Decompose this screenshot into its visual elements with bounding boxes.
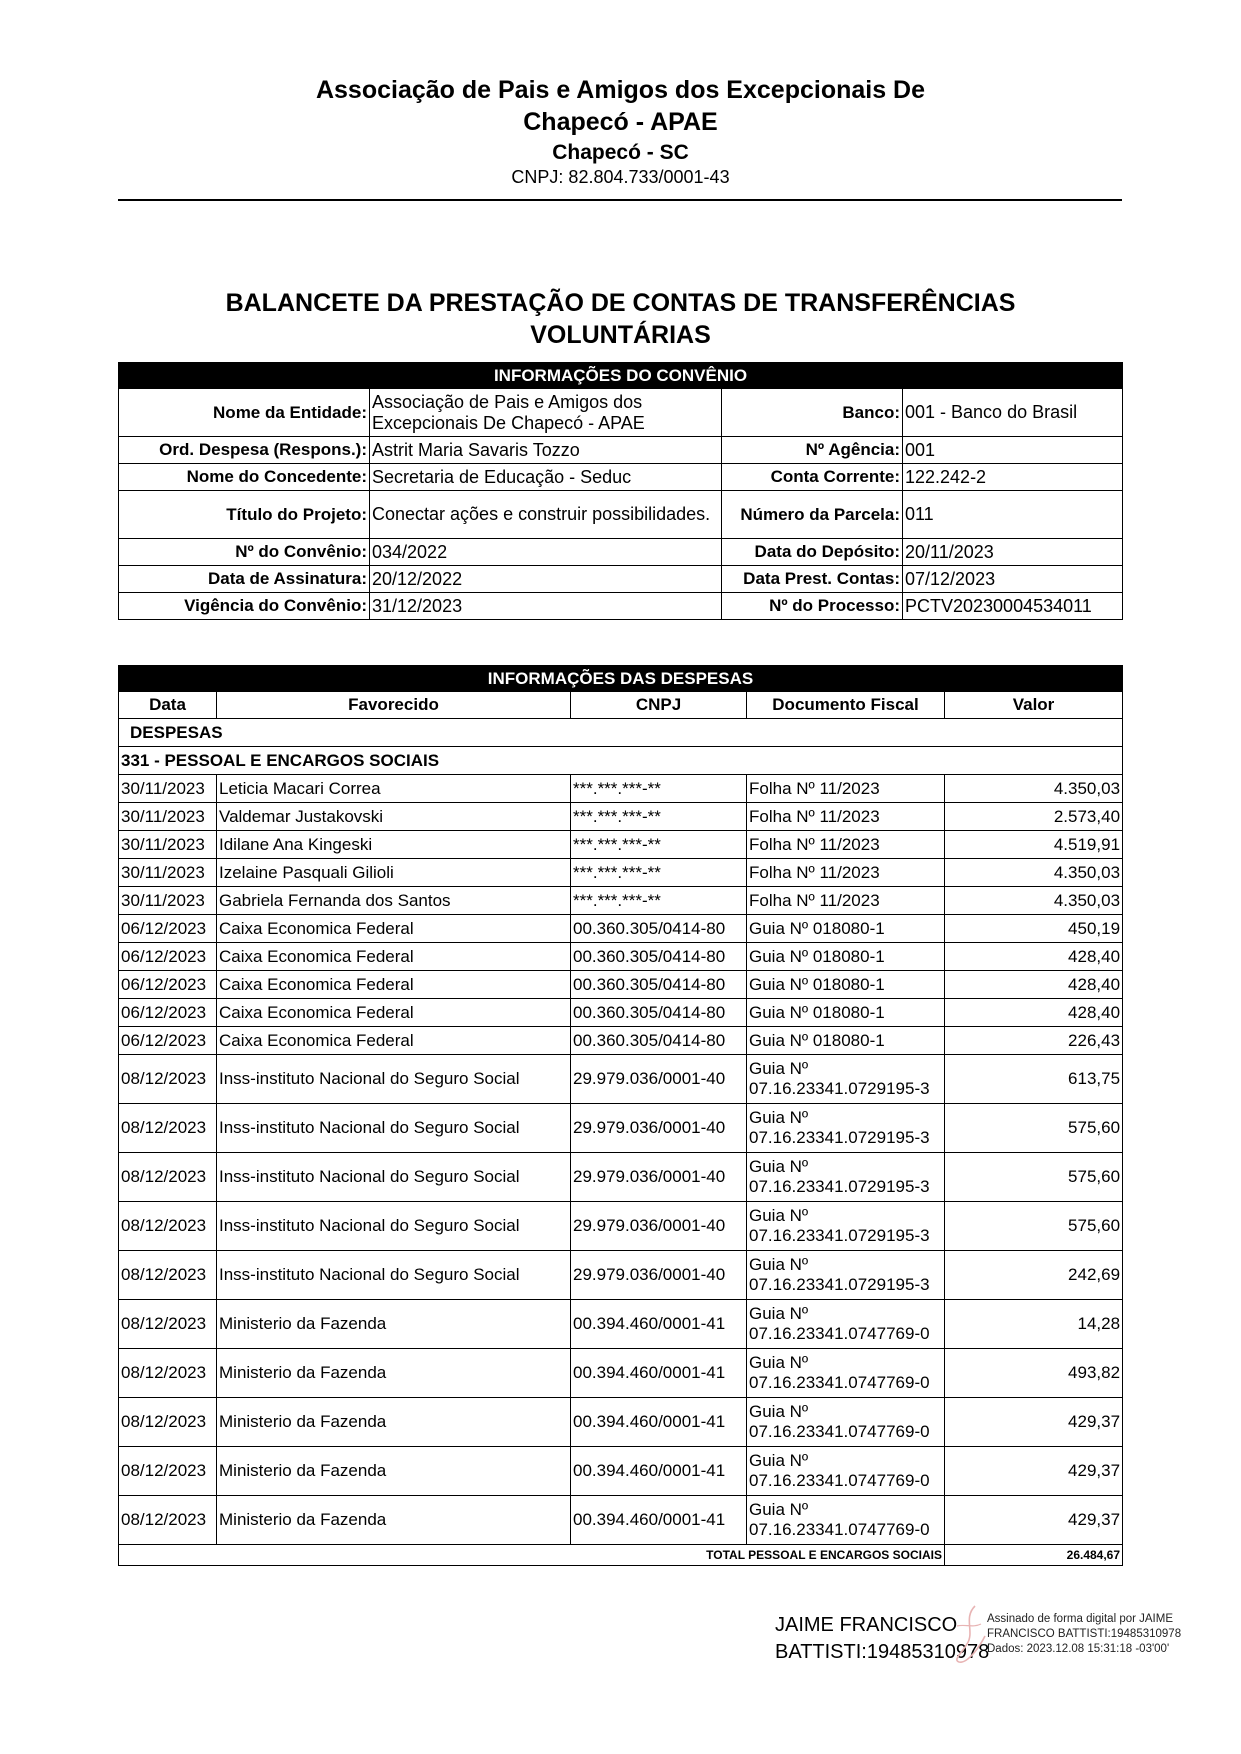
cell-cnpj: 00.394.460/0001-41 <box>571 1349 747 1398</box>
cell-valor: 428,40 <box>945 943 1123 971</box>
convenio-label: Banco: <box>722 389 903 437</box>
convenio-value: Associação de Pais e Amigos dos Excepcionais De Chapecó - APAE <box>370 389 722 437</box>
cell-cnpj: 00.394.460/0001-41 <box>571 1447 747 1496</box>
column-header-valor: Valor <box>945 692 1123 719</box>
cell-favorecido: Valdemar Justakovski <box>217 803 571 831</box>
cell-documento: Guia Nº 07.16.23341.0729195-3 <box>747 1251 945 1300</box>
signature-note <box>987 1612 1181 1657</box>
cell-data: 08/12/2023 <box>119 1104 217 1153</box>
table-row <box>119 831 1123 859</box>
convenio-row <box>119 464 1123 491</box>
convenio-row <box>119 437 1123 464</box>
table-row <box>119 971 1123 999</box>
cell-favorecido: Caixa Economica Federal <box>217 1027 571 1055</box>
cell-valor: 450,19 <box>945 915 1123 943</box>
signature-name-line2: BATTISTI:19485310978 <box>775 1641 990 1663</box>
column-header-documento: Documento Fiscal <box>747 692 945 719</box>
convenio-label: Nº Agência: <box>722 437 903 464</box>
cell-documento: Guia Nº 07.16.23341.0747769-0 <box>747 1496 945 1545</box>
convenio-row <box>119 566 1123 593</box>
table-row <box>119 1251 1123 1300</box>
convenio-value: 001 <box>903 437 1123 464</box>
convenio-row <box>119 539 1123 566</box>
table-row <box>119 1496 1123 1545</box>
table-row <box>119 859 1123 887</box>
cell-favorecido: Inss-instituto Nacional do Seguro Social <box>217 1104 571 1153</box>
convenio-value: PCTV20230004534011 <box>903 593 1123 620</box>
cell-favorecido: Inss-instituto Nacional do Seguro Social <box>217 1055 571 1104</box>
convenio-value: Conectar ações e construir possibilidades. <box>370 491 722 539</box>
cell-data: 08/12/2023 <box>119 1349 217 1398</box>
cell-favorecido: Inss-instituto Nacional do Seguro Social <box>217 1202 571 1251</box>
expenses-heading: INFORMAÇÕES DAS DESPESAS <box>119 666 1123 692</box>
cell-documento: Guia Nº 07.16.23341.0729195-3 <box>747 1153 945 1202</box>
cell-documento: Guia Nº 018080-1 <box>747 971 945 999</box>
convenio-label: Título do Projeto: <box>119 491 370 539</box>
cell-valor: 4.350,03 <box>945 859 1123 887</box>
cell-data: 06/12/2023 <box>119 999 217 1027</box>
cell-cnpj: ***.***.***-** <box>571 859 747 887</box>
cell-cnpj: 00.360.305/0414-80 <box>571 1027 747 1055</box>
cell-cnpj: 00.394.460/0001-41 <box>571 1300 747 1349</box>
convenio-label: Nº do Processo: <box>722 593 903 620</box>
organization-cnpj: CNPJ: 82.804.733/0001-43 <box>511 167 730 187</box>
cell-favorecido: Ministerio da Fazenda <box>217 1496 571 1545</box>
convenio-row <box>119 593 1123 620</box>
cell-favorecido: Caixa Economica Federal <box>217 999 571 1027</box>
table-row <box>119 1447 1123 1496</box>
cell-cnpj: ***.***.***-** <box>571 831 747 859</box>
column-header-cnpj: CNPJ <box>571 692 747 719</box>
cell-favorecido: Ministerio da Fazenda <box>217 1447 571 1496</box>
cell-valor: 14,28 <box>945 1300 1123 1349</box>
cell-documento: Guia Nº 018080-1 <box>747 1027 945 1055</box>
signature-note-line2: FRANCISCO BATTISTI:19485310978 <box>987 1628 1182 1640</box>
table-row <box>119 1055 1123 1104</box>
cell-documento: Folha Nº 11/2023 <box>747 803 945 831</box>
cell-cnpj: 00.394.460/0001-41 <box>571 1496 747 1545</box>
cell-documento: Guia Nº 07.16.23341.0729195-3 <box>747 1202 945 1251</box>
document-title <box>0 287 1241 351</box>
convenio-value: 20/11/2023 <box>903 539 1123 566</box>
total-value: 26.484,67 <box>945 1545 1123 1566</box>
signature-note-line3: Dados: 2023.12.08 15:31:18 -03'00' <box>987 1643 1170 1655</box>
column-header-data: Data <box>119 692 217 719</box>
cell-documento: Folha Nº 11/2023 <box>747 887 945 915</box>
cell-data: 30/11/2023 <box>119 831 217 859</box>
cell-valor: 493,82 <box>945 1349 1123 1398</box>
cell-documento: Folha Nº 11/2023 <box>747 859 945 887</box>
cell-valor: 429,37 <box>945 1496 1123 1545</box>
table-row <box>119 915 1123 943</box>
total-row <box>119 1545 1123 1566</box>
organization-name <box>0 74 1241 138</box>
convenio-value: 07/12/2023 <box>903 566 1123 593</box>
convenio-label: Nome da Entidade: <box>119 389 370 437</box>
cell-valor: 428,40 <box>945 971 1123 999</box>
cell-data: 08/12/2023 <box>119 1055 217 1104</box>
table-row <box>119 803 1123 831</box>
cell-documento: Guia Nº 07.16.23341.0747769-0 <box>747 1300 945 1349</box>
table-row <box>119 999 1123 1027</box>
convenio-label: Data Prest. Contas: <box>722 566 903 593</box>
cell-data: 30/11/2023 <box>119 859 217 887</box>
table-row <box>119 1202 1123 1251</box>
cell-valor: 226,43 <box>945 1027 1123 1055</box>
cell-cnpj: 29.979.036/0001-40 <box>571 1104 747 1153</box>
convenio-label: Vigência do Convênio: <box>119 593 370 620</box>
cell-data: 08/12/2023 <box>119 1251 217 1300</box>
cell-documento: Guia Nº 07.16.23341.0729195-3 <box>747 1055 945 1104</box>
cell-valor: 428,40 <box>945 999 1123 1027</box>
organization-name-line1: Associação de Pais e Amigos dos Excepcionais De <box>315 76 926 104</box>
convenio-value: 001 - Banco do Brasil <box>903 389 1123 437</box>
cell-documento: Folha Nº 11/2023 <box>747 775 945 803</box>
cell-favorecido: Caixa Economica Federal <box>217 971 571 999</box>
table-row <box>119 1398 1123 1447</box>
cell-data: 08/12/2023 <box>119 1398 217 1447</box>
convenio-label: Conta Corrente: <box>722 464 903 491</box>
cell-documento: Guia Nº 07.16.23341.0729195-3 <box>747 1104 945 1153</box>
convenio-label: Data do Depósito: <box>722 539 903 566</box>
cell-valor: 4.519,91 <box>945 831 1123 859</box>
cell-data: 08/12/2023 <box>119 1447 217 1496</box>
cell-favorecido: Idilane Ana Kingeski <box>217 831 571 859</box>
cell-valor: 429,37 <box>945 1398 1123 1447</box>
cell-documento: Guia Nº 07.16.23341.0747769-0 <box>747 1349 945 1398</box>
convenio-label: Nº do Convênio: <box>119 539 370 566</box>
column-header-favorecido: Favorecido <box>217 692 571 719</box>
subsection-pessoal-encargos: 331 - PESSOAL E ENCARGOS SOCIAIS <box>119 747 1123 775</box>
convenio-row <box>119 491 1123 539</box>
cell-data: 06/12/2023 <box>119 943 217 971</box>
table-row <box>119 1153 1123 1202</box>
signature-note-line1: Assinado de forma digital por JAIME <box>987 1613 1174 1625</box>
document-title-line1: BALANCETE DA PRESTAÇÃO DE CONTAS DE TRANSFERÊNCIAS <box>225 289 1016 317</box>
organization-city: Chapecó - SC <box>552 141 689 164</box>
cell-data: 30/11/2023 <box>119 887 217 915</box>
cell-favorecido: Ministerio da Fazenda <box>217 1398 571 1447</box>
table-row <box>119 1104 1123 1153</box>
cell-documento: Guia Nº 018080-1 <box>747 943 945 971</box>
convenio-value: 034/2022 <box>370 539 722 566</box>
cell-cnpj: 00.360.305/0414-80 <box>571 999 747 1027</box>
cell-valor: 575,60 <box>945 1104 1123 1153</box>
convenio-value: 20/12/2022 <box>370 566 722 593</box>
table-row <box>119 1300 1123 1349</box>
cell-data: 08/12/2023 <box>119 1202 217 1251</box>
cell-favorecido: Leticia Macari Correa <box>217 775 571 803</box>
cell-valor: 613,75 <box>945 1055 1123 1104</box>
cell-cnpj: 00.360.305/0414-80 <box>571 971 747 999</box>
cell-data: 30/11/2023 <box>119 803 217 831</box>
cell-valor: 4.350,03 <box>945 775 1123 803</box>
header-divider <box>118 199 1122 201</box>
cell-data: 30/11/2023 <box>119 775 217 803</box>
table-row <box>119 943 1123 971</box>
cell-cnpj: 29.979.036/0001-40 <box>571 1153 747 1202</box>
cell-favorecido: Caixa Economica Federal <box>217 943 571 971</box>
convenio-value: Astrit Maria Savaris Tozzo <box>370 437 722 464</box>
convenio-row <box>119 389 1123 437</box>
cell-documento: Guia Nº 018080-1 <box>747 915 945 943</box>
signature-name-line1: JAIME FRANCISCO <box>775 1614 958 1636</box>
convenio-label: Número da Parcela: <box>722 491 903 539</box>
cell-documento: Folha Nº 11/2023 <box>747 831 945 859</box>
cell-valor: 242,69 <box>945 1251 1123 1300</box>
cell-valor: 2.573,40 <box>945 803 1123 831</box>
cell-documento: Guia Nº 07.16.23341.0747769-0 <box>747 1398 945 1447</box>
table-row <box>119 1349 1123 1398</box>
cell-favorecido: Caixa Economica Federal <box>217 915 571 943</box>
cell-cnpj: 00.360.305/0414-80 <box>571 943 747 971</box>
section-despesas: DESPESAS <box>119 719 1123 747</box>
table-row <box>119 1027 1123 1055</box>
cell-favorecido: Izelaine Pasquali Gilioli <box>217 859 571 887</box>
convenio-value: Secretaria de Educação - Seduc <box>370 464 722 491</box>
cell-cnpj: ***.***.***-** <box>571 887 747 915</box>
table-row <box>119 887 1123 915</box>
cell-data: 08/12/2023 <box>119 1153 217 1202</box>
cell-valor: 429,37 <box>945 1447 1123 1496</box>
cell-favorecido: Ministerio da Fazenda <box>217 1349 571 1398</box>
cell-valor: 575,60 <box>945 1202 1123 1251</box>
total-label: TOTAL PESSOAL E ENCARGOS SOCIAIS <box>119 1545 945 1566</box>
document-title-line2: VOLUNTÁRIAS <box>530 321 711 349</box>
cell-cnpj: ***.***.***-** <box>571 803 747 831</box>
cell-cnpj: 00.394.460/0001-41 <box>571 1398 747 1447</box>
cell-data: 08/12/2023 <box>119 1300 217 1349</box>
cell-favorecido: Ministerio da Fazenda <box>217 1300 571 1349</box>
convenio-heading: INFORMAÇÕES DO CONVÊNIO <box>119 363 1123 389</box>
cell-valor: 575,60 <box>945 1153 1123 1202</box>
cell-data: 08/12/2023 <box>119 1496 217 1545</box>
cell-favorecido: Gabriela Fernanda dos Santos <box>217 887 571 915</box>
cell-valor: 4.350,03 <box>945 887 1123 915</box>
cell-data: 06/12/2023 <box>119 915 217 943</box>
convenio-value: 31/12/2023 <box>370 593 722 620</box>
cell-favorecido: Inss-instituto Nacional do Seguro Social <box>217 1153 571 1202</box>
cell-cnpj: 29.979.036/0001-40 <box>571 1202 747 1251</box>
convenio-value: 122.242-2 <box>903 464 1123 491</box>
cell-favorecido: Inss-instituto Nacional do Seguro Social <box>217 1251 571 1300</box>
cell-cnpj: 00.360.305/0414-80 <box>571 915 747 943</box>
convenio-info-table <box>118 362 1123 620</box>
cell-cnpj: ***.***.***-** <box>571 775 747 803</box>
cell-cnpj: 29.979.036/0001-40 <box>571 1055 747 1104</box>
convenio-value: 011 <box>903 491 1123 539</box>
expenses-table <box>118 665 1123 1566</box>
table-row <box>119 775 1123 803</box>
cell-data: 06/12/2023 <box>119 1027 217 1055</box>
organization-name-line2: Chapecó - APAE <box>523 108 718 136</box>
cell-documento: Guia Nº 018080-1 <box>747 999 945 1027</box>
convenio-label: Data de Assinatura: <box>119 566 370 593</box>
cell-data: 06/12/2023 <box>119 971 217 999</box>
convenio-label: Ord. Despesa (Respons.): <box>119 437 370 464</box>
cell-documento: Guia Nº 07.16.23341.0747769-0 <box>747 1447 945 1496</box>
cell-cnpj: 29.979.036/0001-40 <box>571 1251 747 1300</box>
convenio-label: Nome do Concedente: <box>119 464 370 491</box>
